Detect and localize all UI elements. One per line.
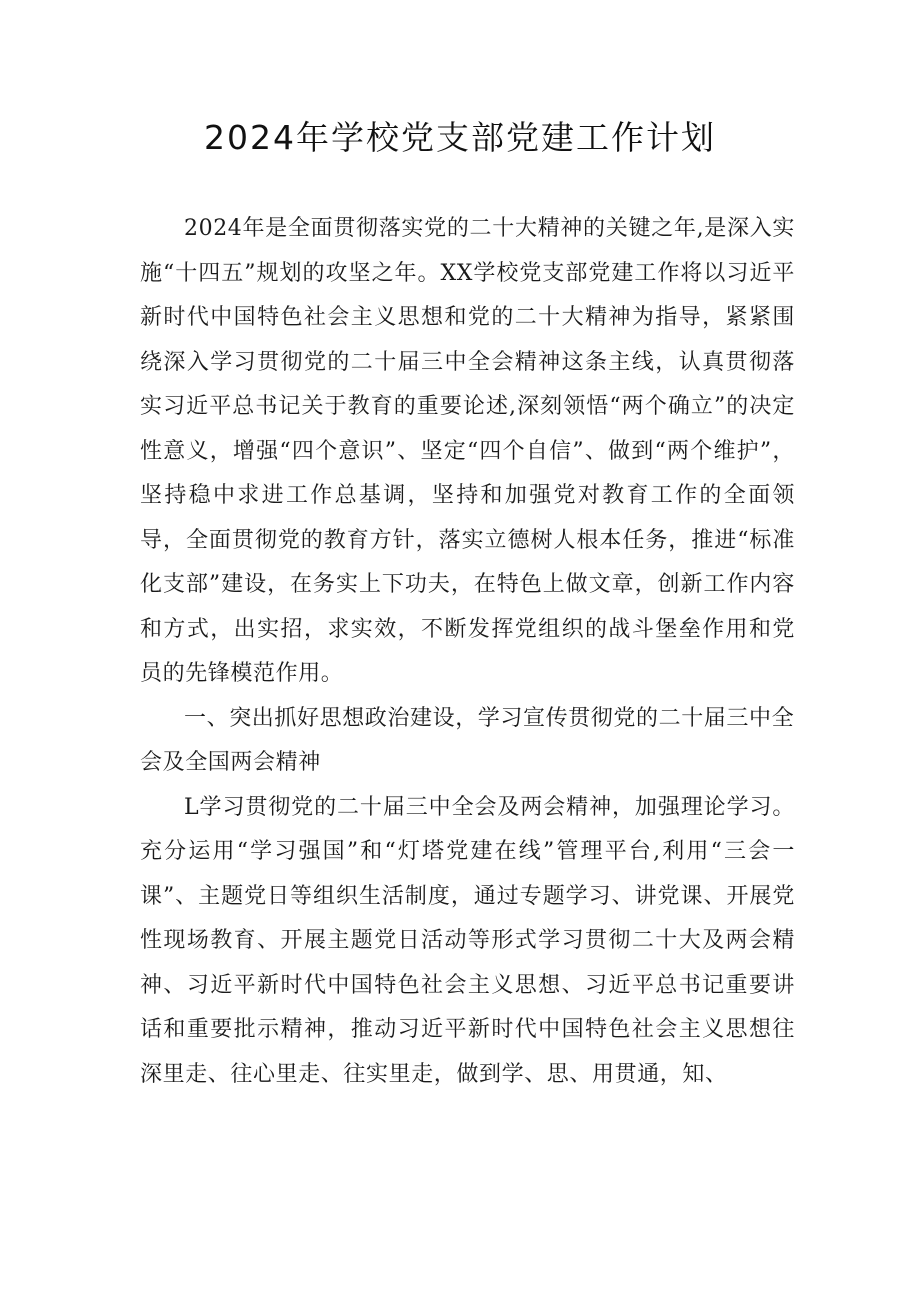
section-heading-1: 一、突出抓好思想政治建设，学习宣传贯彻党的二十届三中全会及全国两会精神 xyxy=(140,705,795,775)
document-body xyxy=(140,207,795,1097)
section-1-paragraph: L学习贯彻党的二十届三中全会及两会精神，加强理论学习。充分运用“学习强国”和“灯塔党建在线”管理平台,利用“三会一课”、主题党日等组织生活制度，通过专题学习、讲党课、开展党性现场教育、开展主题党日活动等形式学习贯彻二十大及两会精神、习近平新时代中国特色社会主义思想、习近平总书记重要讲话和重要批示精神，推动习近平新时代中国特色社会主义思想往深里走、往心里走、往实里走，做到学、思、用贯通，知、 xyxy=(140,794,795,1087)
intro-paragraph: 2024年是全面贯彻落实党的二十大精神的关键之年,是深入实施“十四五”规划的攻坚之年。XX学校党支部党建工作将以习近平新时代中国特色社会主义思想和党的二十大精神为指导，紧紧围绕深入学习贯彻党的二十届三中全会精神这条主线，认真贯彻落实习近平总书记关于教育的重要论述,深刻领悟“两个确立”的决定性意义，增强“四个意识”、坚定“四个自信”、做到“两个维护”，坚持稳中求进工作总基调，坚持和加强党对教育工作的全面领导，全面贯彻党的教育方针，落实立德树人根本任务，推进“标准化支部”建设，在务实上下功夫，在特色上做文章，创新工作内容和方式，出实招，求实效，不断发挥党组织的战斗堡垒作用和党员的先锋模范作用。 xyxy=(140,216,795,686)
document-title: 2024年学校党支部党建工作计划 xyxy=(204,118,716,157)
